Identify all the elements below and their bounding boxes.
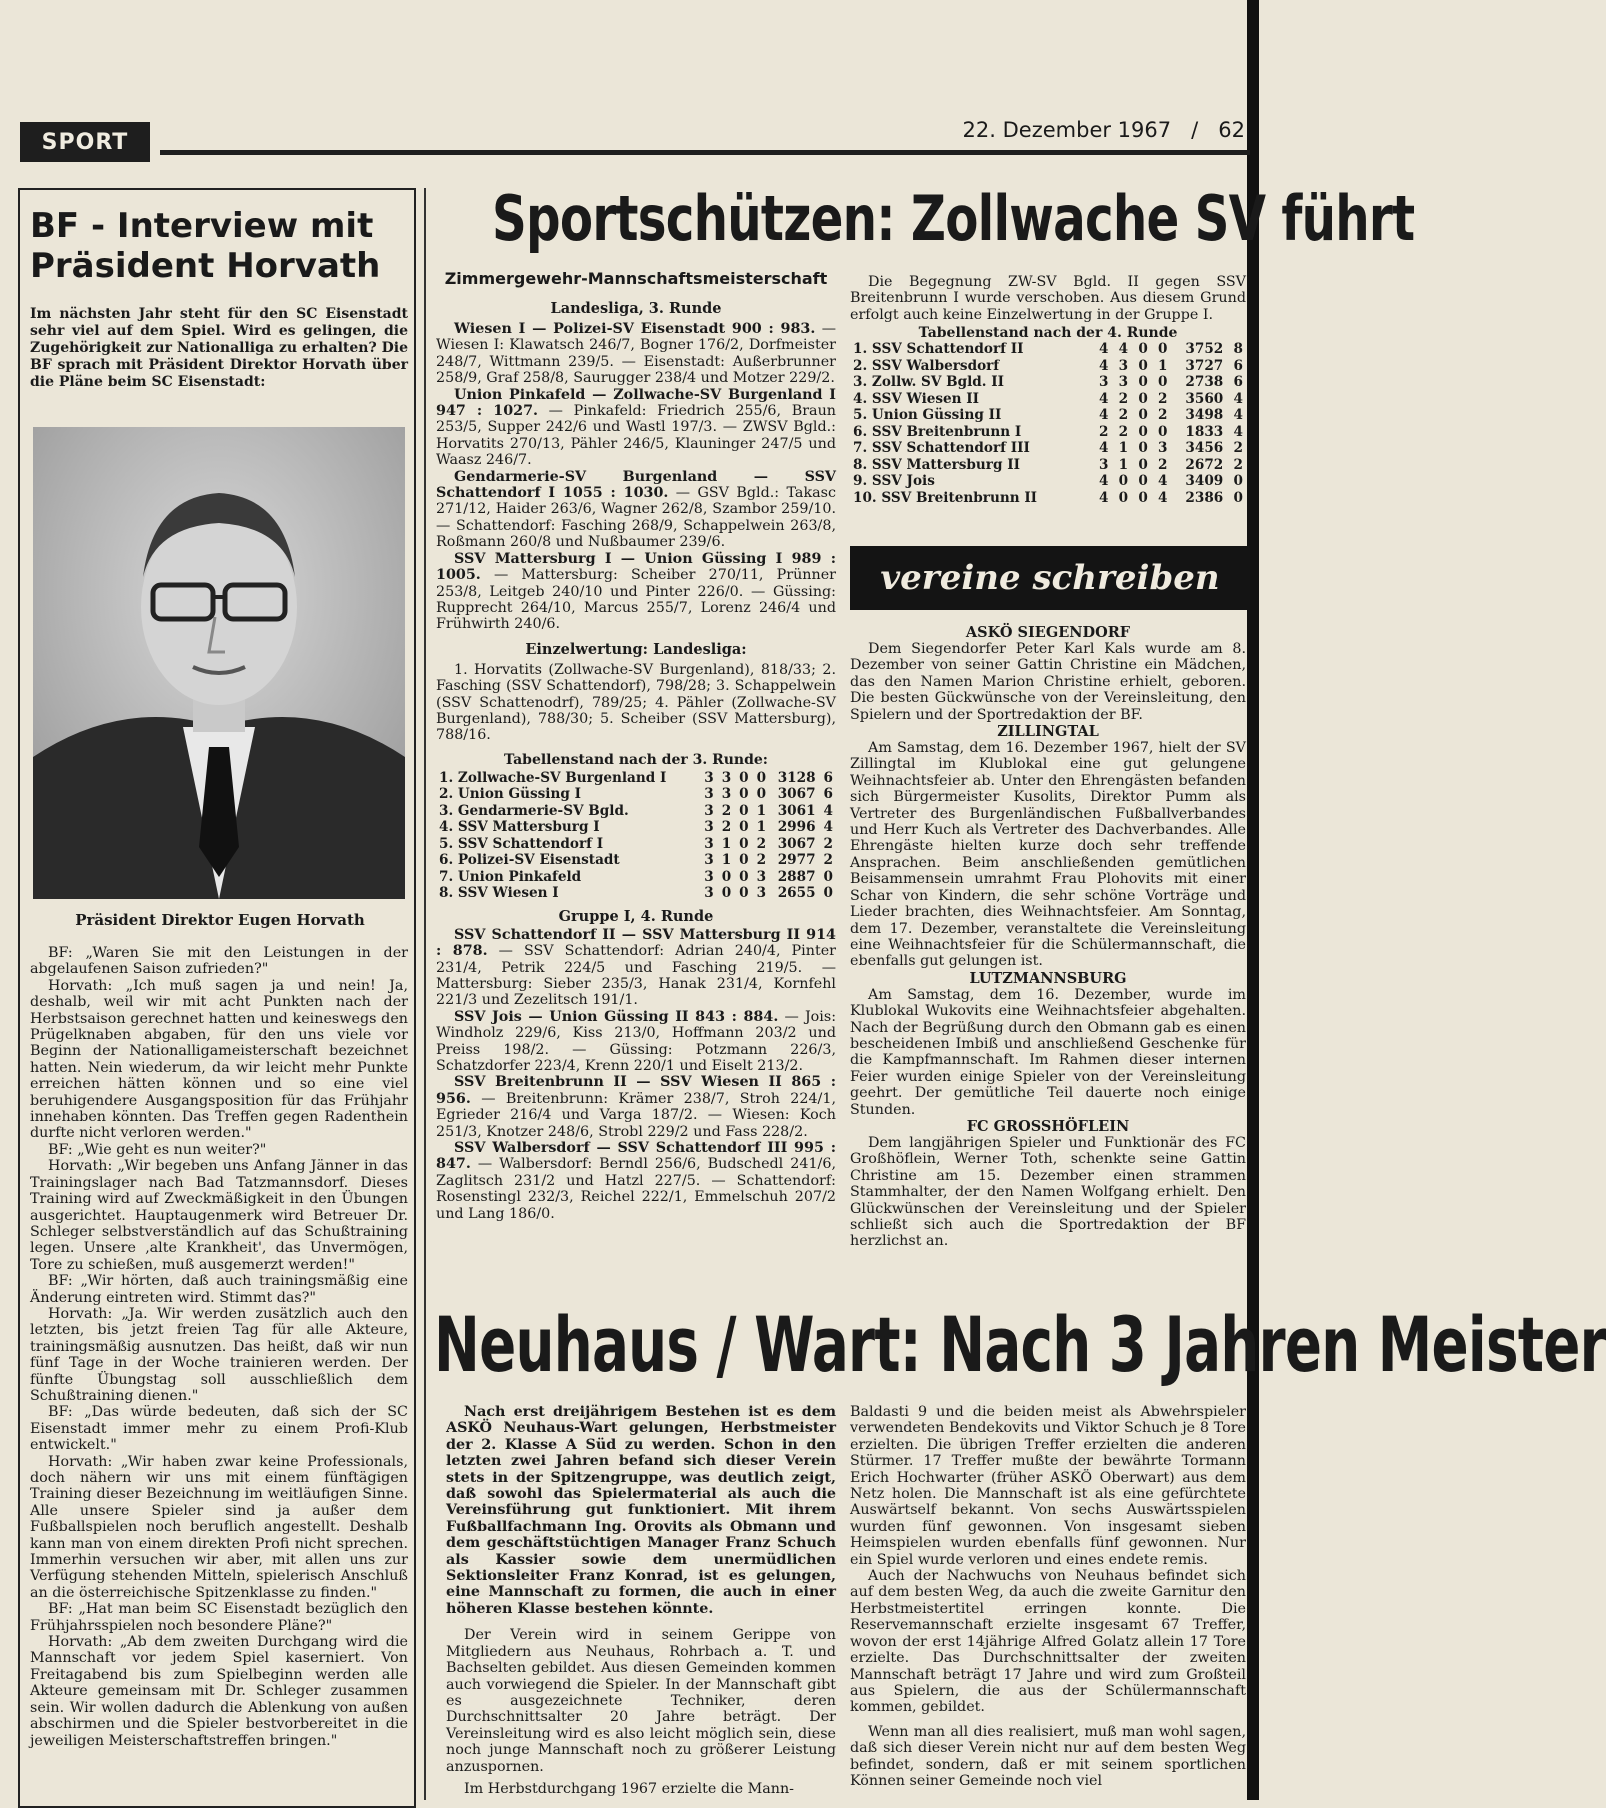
stat-cell: 0 [1138, 473, 1148, 490]
team-name: 7. SSV Schattendorf III [853, 440, 1030, 457]
match-report: SSV Breitenbrunn II — SSV Wiesen II 865 : 956. — Breitenbrunn: Krämer 238/7, Stroh 224/1, Egrieder 216/4 und Varga 187/2. — Wiesen: Koch 251/3, Knotzer 248/6, Strobl 229/2 und Fass 228/2. [436, 1074, 837, 1140]
club-text: Am Samstag, dem 16. Dezember, wurde im Klublokal Wukovits eine Weihnachtsfeier abgehalten. Nach der Begrüßung durch den Obmann gab es einen bescheidenen Imbiß und anschließend Geschenke für die Kampfmannschaft. Im Rahmen dieser internen Feier wurden einige Spieler von der Vereinsleitung geehrt. Der gemütliche Teil dauerte noch einige Stunden. [850, 986, 1246, 1118]
stat-cell: 2 [1233, 440, 1243, 457]
header-date [963, 118, 1245, 142]
header-rule [160, 150, 1250, 155]
match-results [436, 321, 836, 633]
stat-cell: 3 [704, 819, 714, 836]
stat-cell: 6 [1233, 357, 1243, 374]
interview-paragraph: BF: „Das würde bedeuten, daß sich der SC Eisenstadt immer mehr zu einem Profi-Klub entwickelt." [30, 1404, 408, 1454]
stat-cell: 4 [823, 819, 833, 836]
table-row [850, 407, 1246, 424]
stat-cell: 3 [1099, 456, 1109, 473]
stat-cell: 4 [1233, 407, 1243, 424]
group-title: Gruppe I, 4. Runde [558, 907, 714, 925]
table3-title: Tabellenstand nach der 3. Runde: [504, 751, 768, 768]
team-name: 2. SSV Walbersdorf [853, 357, 1000, 374]
stat-cell: 2672 [1185, 456, 1224, 473]
stat-cell: 0 [1138, 440, 1148, 457]
stat-cell: 3 [1099, 374, 1109, 391]
stat-cell: 2 [1158, 456, 1168, 473]
table-row [436, 819, 836, 836]
stat-cell: 4 [823, 802, 833, 819]
stat-cell: 2 [823, 852, 833, 869]
club-name: ASKÖ SIEGENDORF [965, 624, 1131, 641]
standings-table-round3 [436, 770, 836, 902]
neuhaus-text: Der Verein wird in seinem Gerippe von Mitgliedern aus Neuhaus, Rohrbach a. T. und Bachselten gebildet. Aus diesen Gemeinden kommen auch vorwiegend die Spieler. In der Mannschaft gibt es ausgezeichnete Techniker, deren Durchschnittsalter 20 Jahre beträgt. Der Vereinsleitung wird es also leicht möglich sein, diese noch junge Mannschaft noch zu größerer Leistung anzuspornen. Im Herbstdurchgang 1967 erzielte die Mann- [446, 1627, 836, 1797]
standings-table-round4 [850, 341, 1246, 506]
neuhaus-headline: Neuhaus / Wart: Nach 3 Jahren Meister [434, 1300, 1606, 1389]
stat-cell: 0 [739, 802, 749, 819]
shooting-headline: Sportschützen: Zollwache SV führt [492, 182, 1415, 255]
neuhaus-lead: Nach erst dreijährigem Bestehen ist es dem ASKÖ Neuhaus-Wart gelungen, Herbstmeister der 2. Klasse A Süd zu werden. Schon in den letzten zwei Jahren befand sich dieser Verein stets in der Spitzengruppe, was deutlich zeigt, daß sowohl das Spielermaterial als auch die Vereinsführung gut funktioniert. Mit ihrem Fußballfachmann Ing. Orovits als Obmann und dem geschäftstüchtigen Manager Franz Schuch als Kassier sowie dem unermüdlichen Sektionsleiter Franz Konrad, ist es gelungen, eine Mannschaft zu formen, die auch in einer höheren Klasse bestehen könnte. [446, 1404, 836, 1617]
team-name: 4. SSV Wiesen II [853, 390, 980, 407]
table-row [850, 391, 1246, 408]
stat-cell: 0 [1233, 489, 1243, 506]
interview-title-line1: BF - Interview mit [30, 206, 374, 246]
page-number: 62 [1218, 118, 1245, 142]
stat-cell: 2 [1118, 407, 1129, 424]
president-photo [33, 427, 405, 899]
table-row [850, 341, 1246, 358]
stat-cell: 0 [1138, 423, 1148, 440]
stat-cell: 0 [1158, 423, 1168, 440]
interview-paragraph: Horvath: „Ab dem zweiten Durchgang wird die Mannschaft vor jedem Spiel kaserniert. Von Freitagabend bis zum Spielbeginn werden alle Akteure gemeinsam mit Dr. Schleger zusammen sein. Wir wollen dadurch die Ablenkung von außen abschirmen und die Spieler bestvorbereitet in die jeweiligen Meisterschaftstreffen bringen." [30, 1634, 408, 1749]
stat-cell: 3 [704, 835, 714, 852]
stat-cell: 3067 [777, 835, 816, 852]
table-row [850, 374, 1246, 391]
stat-cell: 2738 [1185, 374, 1224, 391]
stat-cell: 1 [1118, 440, 1129, 457]
table-row [436, 869, 836, 886]
stat-cell: 3 [721, 786, 732, 803]
stat-cell: 3 [756, 868, 767, 885]
club-name: LUTZMANNSBURG [969, 969, 1127, 987]
stat-cell: 3 [704, 786, 714, 803]
table-row [436, 786, 836, 803]
table-row [850, 490, 1246, 507]
team-name: 9. SSV Jois [853, 473, 935, 490]
team-name: 3. Gendarmerie-SV Bgld. [439, 802, 629, 819]
stat-cell: 0 [1138, 341, 1148, 358]
stat-cell: 3 [756, 885, 767, 902]
stat-cell: 3 [1118, 357, 1129, 374]
table-row [436, 885, 836, 902]
interview-paragraph: Horvath: „Wir haben zwar keine Professionals, doch nähern wir uns mit einem fünftägigen Training dieser Bezeichnung im weitläufigen Sinne. Alle unsere Spieler sind ja außer dem Fußballspielen noch beruflich angestellt. Deshalb kann man von einem direkten Profi nicht sprechen. Immerhin versuchen wir aber, mit allen uns zur Verfügung stehenden Mitteln, spielerisch Anschluß an die österreichische Spitzenklasse zu finden." [30, 1453, 408, 1601]
stat-cell: 2 [1233, 456, 1243, 473]
stat-cell: 8 [1233, 341, 1243, 358]
stat-cell: 3 [1158, 440, 1168, 457]
interview-paragraph: Horvath: „Ja. Wir werden zusätzlich auch den letzten, bis jetzt freien Tag für alle Akteure, trainingsmäßig ausnutzen. Das heißt, daß wir nun fünf Tage in der Woche trainieren werden. Der fünfte Übungstag soll ausschließlich dem Schußtraining dienen." [30, 1305, 408, 1404]
stat-cell: 4 [1099, 407, 1109, 424]
club-name: ZILLINGTAL [997, 723, 1099, 741]
column-divider [424, 188, 426, 1800]
interview-paragraph: BF: „Wie geht es nun weiter?" [48, 1141, 267, 1158]
club-text: Am Samstag, dem 16. Dezember 1967, hielt der SV Zillingtal im Klublokal eine gut gelungene Weihnachtsfeier ab. Unter den Ehrengästen befanden sich Bürgermeister Kusolits, Direktor Pumm als Vertreter des Burgenländischen Fußballverbandes und Herr Kuch als Vertreter des Dachverbandes. Alle Ehrengäste hielten kurze doch sehr treffende Ansprachen. Beim anschließenden gemütlichen Beisammensein umrahmt Frau Plohovits mit einer Schar von Kindern, die sehr schöne Vorträge und Lieder brachten, dies Weihnachtsfeier. Am Sonntag, dem 17. Dezember, veranstaltete die Vereinsleitung eine Weihnachtsfeier für die Schülermannschaft, die ebenfalls gut gelungen ist. [850, 740, 1246, 970]
team-name: 5. Union Güssing II [853, 407, 1002, 424]
interview-lead: Im nächsten Jahr steht für den SC Eisenstadt sehr viel auf dem Spiel. Wird es gelingen, die Zugehörigkeit zur Nationalliga zu erhalten? Die BF sprach mit Präsident Direktor Horvath über die Pläne beim SC Eisenstadt: [30, 306, 408, 390]
team-name: 5. SSV Schattendorf I [439, 835, 604, 852]
neuhaus-right-column [850, 1404, 1246, 1789]
team-name: 1. SSV Schattendorf II [853, 341, 1024, 358]
table-row [850, 358, 1246, 375]
stat-cell: 3498 [1185, 407, 1224, 424]
stat-cell: 0 [739, 819, 749, 836]
interview-title-line2: Präsident Horvath [30, 246, 381, 286]
stat-cell: 2 [756, 852, 767, 869]
stat-cell: 3560 [1185, 390, 1224, 407]
match-report: SSV Schattendorf II — SSV Mattersburg II 914 : 878. — SSV Schattendorf: Adrian 240/4, Pinter 231/4, Petrik 224/5 und Fasching 219/5. — Mattersburg: Sieber 235/3, Hanak 231/4, Kornfehl 221/3 und Zezelitsch 191/1. [436, 926, 836, 1009]
einzel-title: Einzelwertung: Landesliga: [525, 640, 747, 658]
stat-cell: 4 [1233, 390, 1243, 407]
stat-cell: 3456 [1185, 440, 1224, 457]
stat-cell: 0 [823, 885, 833, 902]
team-name: 1. Zollwache-SV Burgenland I [439, 769, 667, 786]
round-title: Landesliga, 3. Runde [550, 300, 722, 317]
stat-cell: 2977 [777, 852, 816, 869]
table-row [850, 424, 1246, 441]
stat-cell: 0 [1138, 456, 1148, 473]
stat-cell: 2 [721, 819, 732, 836]
stat-cell: 1 [721, 852, 732, 869]
stat-cell: 4 [1099, 440, 1109, 457]
stat-cell: 2386 [1185, 489, 1224, 506]
stat-cell: 2 [1118, 390, 1129, 407]
stat-cell: 3752 [1185, 341, 1224, 358]
stat-cell: 3409 [1185, 473, 1224, 490]
stat-cell: 6 [823, 786, 833, 803]
interview-paragraph: BF: „Wir hörten, daß auch trainingsmäßig eine Änderung eintreten wird. Stimmt das?" [30, 1273, 408, 1306]
interview-title [30, 206, 410, 286]
stat-cell: 4 [1158, 473, 1168, 490]
stat-cell: 6 [1233, 374, 1243, 391]
portrait-image [33, 427, 405, 899]
stat-cell: 6 [823, 769, 833, 786]
stat-cell: 0 [1158, 374, 1168, 391]
team-name: 2. Union Güssing I [439, 786, 581, 803]
stat-cell: 3727 [1185, 357, 1224, 374]
stat-cell: 0 [1138, 407, 1148, 424]
stat-cell: 0 [823, 868, 833, 885]
stat-cell: 2 [721, 802, 732, 819]
neuhaus-text: Baldasti 9 und die beiden meist als Abwehrspieler verwendeten Bendekovits und Viktor Schuch je 8 Tore erzielten. Die übrigen Treffer erzielten die anderen Stürmer. 17 Treffer mußte der bewährte Tormann Erich Hochwarter (früher ASKÖ Oberwart) aus dem Netz holen. Die Mannschaft ist als eine gefürchtete Auswärtself bekannt. Von sechs Auswärtsspielen wurden fünf gewonnen. Von insgesamt sieben Heimspielen wurden ebenfalls fünf gewonnen. Nur ein Spiel wurde verloren und eines endete remis. Auch der Nachwuchs von Neuhaus befindet sich auf dem besten Weg, da auch die zweite Garnitur den Herbstmeistertitel erringen konnte. Die Reservemannschaft erzielte insgesamt 67 Treffer, wovon der erst 14jährige Alfred Golatz allein 17 Tore erzielte. Das Durchschnittsalter der zweiten Mannschaft beträgt 17 Jahre und wird zum Großteil aus Spielern, die aus der Schülermannschaft kommen, gebildet. Wenn man all dies realisiert, muß man wohl sagen, daß sich dieser Verein nicht nur auf dem besten Weg befindet, sondern, daß er mit seinem sportlichen Können seiner Gemeinde noch viel [850, 1404, 1246, 1789]
team-name: 7. Union Pinkafeld [439, 868, 582, 885]
stat-cell: 1 [721, 835, 732, 852]
stat-cell: 2655 [777, 885, 816, 902]
team-name: 8. SSV Mattersburg II [853, 456, 1020, 473]
shooting-middle-column [436, 268, 836, 1222]
stat-cell: 2887 [777, 868, 816, 885]
vereine-banner: vereine schreiben [850, 546, 1250, 610]
stat-cell: 1 [1158, 357, 1168, 374]
interview-paragraph: BF: „Hat man beim SC Eisenstadt bezüglich den Frühjahrsspielen noch besondere Pläne?" [30, 1601, 408, 1634]
stat-cell: 0 [1158, 341, 1168, 358]
stat-cell: 4 [1099, 341, 1109, 358]
club-text: Dem langjährigen Spieler und Funktionär des FC Großhöflein, Werner Toth, schenkte seine Gattin Christine am 15. Dezember einen strammen Stammhalter, der den Namen Wolfgang erhielt. Den Glückwünschen der Vereinsleitung und der Spieler schließt sich auch die Sportredaktion der BF herzlichst an. [850, 1134, 1246, 1250]
section-label: SPORT [20, 122, 150, 162]
match-report: Wiesen I — Polizei-SV Eisenstadt 900 : 983. — Wiesen I: Klawatsch 246/7, Bogner 176/2, Dorfmeister 248/7, Wittmann 239/5. — Eisenstadt: Außerbrunner 258/9, Graf 258/8, Saurugger 238/4 und Motzer 229/2. [436, 321, 836, 387]
stat-cell: 2 [1118, 423, 1129, 440]
neuhaus-left-column [446, 1404, 836, 1797]
stat-cell: 0 [756, 769, 767, 786]
stat-cell: 1 [756, 819, 767, 836]
interview-paragraph: BF: „Waren Sie mit den Leistungen in der abgelaufenen Saison zufrieden?" [30, 945, 408, 978]
interview-paragraph: Horvath: „Wir begeben uns Anfang Jänner in das Trainingslager nach Bad Tatzmannsdorf. Dieses Training wird auf Zweckmäßigkeit in den Übungen ausgerichtet. Hauptaugenmerk wird Betreuer Dr. Schleger selbstverständlich auf das Schußtraining legen. Unsere ‚alte Krankheit', das Unvermögen, Tore zu schießen, muß ausgemerzt werden!" [30, 1158, 408, 1273]
stat-cell: 0 [1118, 473, 1129, 490]
stat-cell: 4 [1099, 390, 1109, 407]
stat-cell: 2 [1158, 390, 1168, 407]
stat-cell: 3 [704, 802, 714, 819]
stat-cell: 0 [1138, 357, 1148, 374]
stat-cell: 0 [1138, 374, 1148, 391]
team-name: 8. SSV Wiesen I [439, 885, 559, 902]
team-name: 10. SSV Breitenbrunn II [853, 489, 1038, 506]
stat-cell: 3128 [777, 769, 816, 786]
stat-cell: 0 [739, 786, 749, 803]
table-row [850, 457, 1246, 474]
stat-cell: 4 [1099, 489, 1109, 506]
stat-cell: 1 [1118, 456, 1129, 473]
stat-cell: 3 [721, 769, 732, 786]
table-row [436, 836, 836, 853]
stat-cell: 3061 [777, 802, 816, 819]
stat-cell: 3 [704, 852, 714, 869]
vereine-column [850, 624, 1246, 1250]
issue-date: 22. Dezember 1967 [962, 118, 1172, 142]
stat-cell: 0 [739, 852, 749, 869]
table-row [850, 440, 1246, 457]
table-row [436, 770, 836, 787]
stat-cell: 4 [1233, 423, 1243, 440]
stat-cell: 0 [721, 868, 732, 885]
stat-cell: 0 [739, 769, 749, 786]
stat-cell: 4 [1099, 357, 1109, 374]
shooting-subhead: Zimmergewehr-Mannschaftsmeisterschaft [444, 269, 828, 288]
match-report: Gendarmerie-SV Burgenland — SSV Schattendorf I 1055 : 1030. — GSV Bgld.: Takasc 271/12, Haider 263/6, Wagner 262/8, Szambor 259/10. — Schattendorf: Fasching 268/9, Schappelwein 263/8, Roßmann 260/8 und Nußbaumer 239/6. [436, 468, 836, 551]
team-name: 6. SSV Breitenbrunn I [853, 423, 1022, 440]
stat-cell: 3 [704, 885, 714, 902]
stat-cell: 4 [1158, 489, 1168, 506]
match-report: SSV Walbersdorf — SSV Schattendorf III 995 : 847. — Walbersdorf: Berndl 256/6, Budschedl 241/6, Zaglitsch 231/2 und Hatzl 227/5. — Schattendorf: Rosenstingl 232/3, Reichel 222/1, Emmelschuh 207/2 und Lang 186/0. [436, 1140, 837, 1222]
page-edge [1247, 0, 1259, 1800]
stat-cell: 2 [756, 835, 767, 852]
club-name: FC GROSSHÖFLEIN [966, 1117, 1130, 1135]
stat-cell: 0 [1138, 489, 1148, 506]
table-row [850, 473, 1246, 490]
team-name: 4. SSV Mattersburg I [439, 819, 600, 836]
stat-cell: 4 [1099, 473, 1109, 490]
stat-cell: 2 [1099, 423, 1109, 440]
table4-title: Tabellenstand nach der 4. Runde [918, 325, 1178, 342]
club-text: Dem Siegendorfer Peter Karl Kals wurde am 8. Dezember von seiner Gattin Christine ein Mädchen, das den Namen Marion Christine erhielt, geboren. Die besten Gückwünsche von der Vereinsleitung, den Spielern und der Sportredaktion der BF. [850, 641, 1246, 723]
match-report: SSV Mattersburg I — Union Güssing I 989 : 1005. — Mattersburg: Scheiber 270/11, Prünner 253/8, Leitgeb 240/10 und Pinter 226/0. — Güssing: Rupprecht 264/10, Marcus 255/7, Lorenz 246/4 und Frühwirth 240/6. [436, 550, 836, 633]
stat-cell: 0 [1138, 390, 1148, 407]
stat-cell: 2 [1158, 407, 1168, 424]
table-row [436, 852, 836, 869]
team-name: 6. Polizei-SV Eisenstadt [439, 852, 620, 869]
stat-cell: 0 [739, 868, 749, 885]
stat-cell: 2996 [777, 819, 816, 836]
postponed-note: Die Begegnung ZW-SV Bgld. II gegen SSV Breitenbrunn I wurde verschoben. Aus diesem Grund erfolgt auch keine Einzelwertung in der Gruppe I. [850, 274, 1246, 323]
stat-cell: 1 [756, 802, 767, 819]
stat-cell: 0 [739, 835, 749, 852]
stat-cell: 4 [1118, 341, 1129, 358]
match-report: SSV Jois — Union Güssing II 843 : 884. — Jois: Windholz 229/6, Kiss 213/0, Hoffmann 203/2 und Preiss 198/2. — Güssing: Potzmann 226/3, Schatzdorfer 223/4, Krenn 220/1 und Eiselt 213/2. [436, 1008, 837, 1074]
group-results [436, 927, 836, 1222]
stat-cell: 0 [739, 885, 749, 902]
team-name: 3. Zollw. SV Bgld. II [853, 374, 1004, 391]
stat-cell: 0 [1118, 489, 1129, 506]
interview-body [30, 945, 408, 1749]
date-separator: / [1191, 118, 1199, 142]
photo-caption: Präsident Direktor Eugen Horvath [75, 911, 365, 929]
stat-cell: 1833 [1185, 423, 1224, 440]
stat-cell: 3067 [777, 786, 816, 803]
match-report: Union Pinkafeld — Zollwache-SV Burgenland I 947 : 1027. — Pinkafeld: Friedrich 255/6, Braun 253/5, Supper 242/6 und Wastl 197/3. — ZWSV Bgld.: Horvatits 270/13, Pähler 246/5, Klauninger 247/5 und Waasz 246/7. [436, 386, 836, 469]
stat-cell: 0 [1233, 473, 1243, 490]
stat-cell: 3 [704, 868, 714, 885]
stat-cell: 3 [1118, 374, 1129, 391]
interview-paragraph: Horvath: „Ich muß sagen ja und nein! Ja, deshalb, weil wir mit acht Punkten nach der Herbstsaison gerechnet hatten und keineswegs den Prügelknaben abgaben, für den uns viele vor Beginn der Nationalligameisterschaft bezeichnet hatten. Nein wiederum, da wir leicht mehr Punkte erreichen hätten können und so eine viel beruhigendere Ausgangsposition für das Frühjahr innehaben könnten. Das Treffen gegen Radenthein durfte nicht verloren werden." [30, 977, 408, 1142]
table-row [436, 803, 836, 820]
stat-cell: 0 [756, 786, 767, 803]
stat-cell: 3 [704, 769, 714, 786]
stat-cell: 0 [721, 885, 732, 902]
einzel-results: 1. Horvatits (Zollwache-SV Burgenland), 818/33; 2. Fasching (SSV Schattendorf), 798/28; 3. Schappelwein (SSV Schattenodrf), 789/25; 4. Pähler (Zollwache-SV Burgenland), 788/30; 5. Scheiber (SSV Mattersburg), 788/16. [436, 661, 836, 744]
shooting-right-column [850, 274, 1246, 506]
stat-cell: 2 [823, 835, 833, 852]
